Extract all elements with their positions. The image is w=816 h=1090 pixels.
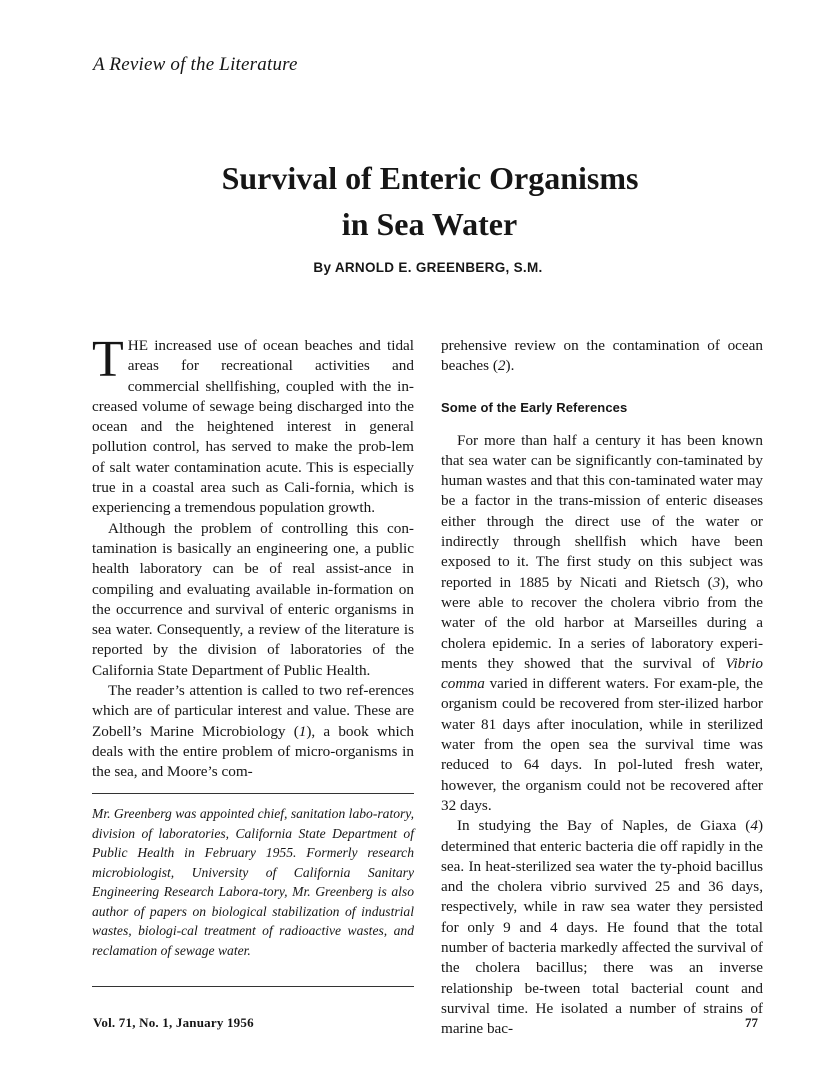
paragraph-text: ), a book which deals with the entire problem of micro-organisms in the sea, and Moore’s com- <box>92 722 414 781</box>
article-title <box>0 155 816 247</box>
paragraph-text: ), who were able to recover the cholera vibrio from the water of the old harbor at Marseilles during a cholera epidemic. In a series of laboratory experi-ments they showed that the survival of <box>441 573 763 672</box>
paragraph-text: For more than half a century it has been known that sea water can be significantly con-taminated by human wastes and that this con-taminated water may be a factor in the trans-mission of enteric diseases either through the direct use of the water or indirectly through shellfish which have been exposed to it. The first study on this subject was reported in 1885 by Nicati and Rietsch ( <box>441 431 763 591</box>
paragraph <box>441 816 763 1039</box>
author-bio: Mr. Greenberg was appointed chief, sanitation labo-ratory, division of laboratories, California State Department of Public Health in February 1955. Formerly research microbiologist, University of California Sanitary Engineering Research Labora-tory, Mr. Greenberg is also author of papers on biological stabilization of industrial wastes, biologi-cal treatment of radioactive wastes, and reclamation of sewage water. <box>92 806 414 958</box>
reference-number: 1 <box>298 722 307 740</box>
paragraph-intro <box>92 331 414 519</box>
reference-number: 4 <box>750 817 758 835</box>
drop-cap: T <box>92 331 124 388</box>
paragraph-text: In studying the Bay of Naples, de Giaxa ( <box>457 817 751 835</box>
right-column <box>441 336 763 1040</box>
section-label: A Review of the Literature <box>93 54 298 75</box>
paragraph <box>441 431 763 817</box>
author-byline: By ARNOLD E. GREENBERG, S.M. <box>313 260 543 275</box>
paragraph-text: ). <box>505 357 515 375</box>
species-name: Vibrio comma <box>441 654 763 693</box>
page-number: 77 <box>745 1015 758 1030</box>
reference-number: 2 <box>497 357 506 375</box>
left-column <box>92 331 414 783</box>
bio-rule-top <box>92 793 414 794</box>
section-heading: Some of the Early References <box>441 399 628 415</box>
paragraph-text: ) determined that enteric bacteria die off rapidly in the sea. In heat-sterilized sea water the ty-phoid bacillus and the cholera vibrio survived 25 and 36 days, respectively, while in raw sea water they persisted for only 9 and 4 days. He found that the total number of bacteria markedly affected the survival of the cholera bacillus; there was an inverse relationship be-tween total bacterial count and survival time. He isolated a number of strains of marine bac- <box>441 817 763 1038</box>
paragraph <box>441 336 763 377</box>
paragraph-text: prehensive review on the contamination of ocean beaches ( <box>441 337 763 375</box>
paragraph-text: varied in different waters. For exam-ple, the organism could be recovered from ster-ilized harbor water 81 days after inoculation, while in sterilized water from the open sea the survival time was reduced to 64 days. In pol-luted fresh water, however, the organism could not be recovered after 32 days. <box>441 675 763 814</box>
paragraph <box>92 681 414 782</box>
bio-rule-bottom <box>92 986 414 987</box>
paragraph-text: The reader’s attention is called to two ref-erences which are of particular interest and value. These are Zobell’s Marine Microbiology ( <box>92 682 414 740</box>
paragraph-intro-text: HE increased use of ocean beaches and tidal areas for recreational activities and commercial shellfishing, coupled with the in-creased volume of sewage being discharged into the ocean and the heightened interest in general pollution control, has served to make the prob-lem of salt water contamination acute. This is especially true in a coastal area such as Cali-fornia, which is experiencing a tremendous population growth. <box>92 337 414 517</box>
paragraph: Although the problem of controlling this con-tamination is basically an engineering one, a public health laboratory can be of real assist-ance in compiling and evaluating available in-formation on the occurrence and survival of enteric organisms in sea water. Consequently, a review of the literature is reported by the division of laboratories of the California State Department of Public Health. <box>92 519 414 679</box>
title-line-1: Survival of Enteric Organisms <box>221 160 639 196</box>
journal-citation: Vol. 71, No. 1, January 1956 <box>93 1015 254 1030</box>
title-line-2: in Sea Water <box>341 206 518 242</box>
reference-number: 3 <box>712 573 721 591</box>
